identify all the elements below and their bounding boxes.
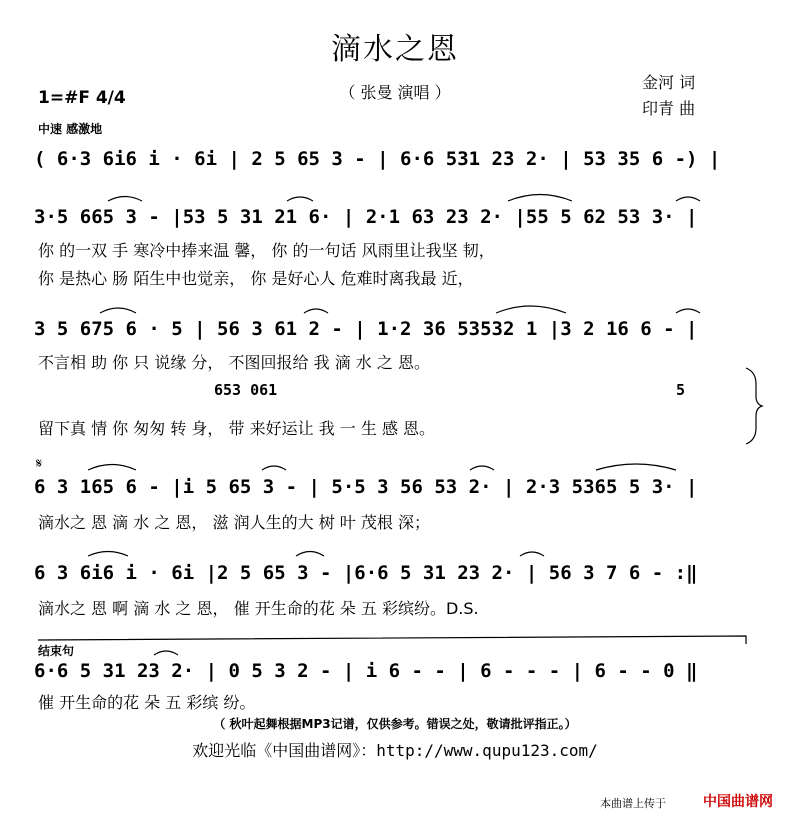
lyric-line-3b: 留下真 情 你 匆匆 转 身， 带 来好运让 我 一 生 感 恩。 [38, 419, 436, 438]
lyric-line-4: 滴水之 恩 滴 水 之 恩， 滋 润人生的大 树 叶 茂根 深； [38, 513, 430, 532]
score-line-3: 3 5 675 6 · 5 | 56 3 61 2 - | 1·2 36 53532 1 |3 2 16 6 - | [34, 318, 698, 340]
page-title: 滴水之恩 [331, 32, 459, 67]
slur [596, 464, 676, 470]
score-line-1: ( 6·3 6i6 i · 6i | 2 5 65 3 - | 6·6 531 23 2· | 53 35 6 -) | [34, 148, 721, 170]
upload-label: 本曲谱上传于 [600, 797, 666, 810]
slur [676, 309, 700, 313]
slur [676, 197, 700, 201]
coda-box [38, 636, 746, 644]
site-logo: 中国曲谱网 [703, 794, 773, 810]
score-line-5: 6 3 6i6 i · 6i |2 5 65 3 - |6·6 5 31 23 2· | 56 3 7 6 - :‖ [34, 562, 698, 584]
score-line-6: 6·6 5 31 23 2· | 0 5 3 2 - | i 6 - - | 6 - - - | 6 - - 0 ‖ [34, 660, 698, 682]
singer-credit: （ 张曼 演唱 ） [339, 83, 451, 102]
segno-sign: 𝄋 [36, 456, 43, 472]
slur [88, 552, 128, 557]
slur [496, 306, 566, 313]
variant-note-end: 5 [676, 381, 686, 399]
coda-label: 结束句 [38, 644, 75, 658]
slur [100, 308, 136, 313]
score-line-4: 6 3 165 6 - |i 5 65 3 - | 5·5 3 56 53 2· | 2·3 5365 5 3· | [34, 476, 698, 498]
tempo-marking: 中速 感激地 [38, 122, 103, 136]
slur [88, 465, 136, 471]
lyric-line-2b: 你 是热心 肠 陌生中也觉亲， 你 是好心人 危难时离我最 近， [38, 269, 474, 288]
lyric-line-3a: 不言相 助 你 只 说缘 分， 不图回报给 我 滴 水 之 恩。 [38, 353, 430, 372]
score-line-2: 3·5 665 3 - |53 5 31 21 6· | 2·1 63 23 2· |55 5 62 53 3· | [34, 206, 698, 228]
bracket [746, 368, 762, 444]
slur [520, 552, 544, 556]
slur [304, 309, 328, 313]
slur [262, 466, 286, 470]
composer-credit: 印青 曲 [642, 99, 696, 118]
transcription-note: （ 秋叶起舞根据MP3记谱，仅供参考。错误之处，敬请批评指正。） [213, 717, 577, 731]
slur [154, 651, 178, 655]
lyric-line-5: 滴水之 恩 啊 滴 水 之 恩， 催 开生命的花 朵 五 彩缤纷。D.S. [38, 599, 479, 618]
lyricist-credit: 金河 词 [642, 73, 696, 92]
slur [508, 195, 572, 202]
slur [108, 197, 142, 202]
lyric-line-2a: 你 的一双 手 寒冷中捧来温 馨， 你 的一句话 风雨里让我坚 韧， [38, 241, 495, 260]
key-signature: 1=#F 4/4 [38, 88, 126, 108]
variant-notes: 653 061 [214, 381, 278, 399]
slur [470, 466, 494, 470]
slur [287, 197, 313, 201]
lyric-line-6: 催 开生命的花 朵 五 彩缤 纷。 [38, 693, 256, 712]
slur [296, 552, 324, 557]
site-link[interactable]: 欢迎光临《中国曲谱网》：http://www.qupu123.com/ [192, 741, 598, 760]
